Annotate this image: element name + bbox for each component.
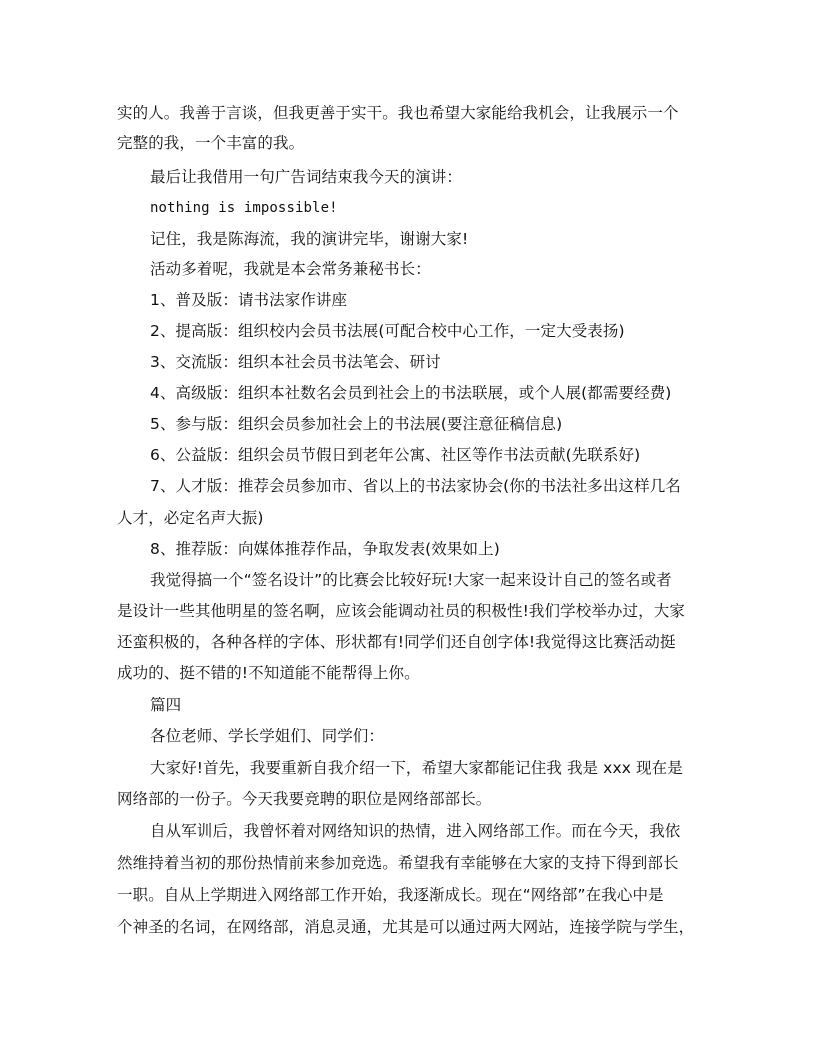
text-line: 6、公益版：组织会员节假日到老年公寓、社区等作书法贡献(先联系好) [150,446,641,464]
text-line: 还蛮积极的，各种各样的字体、形状都有!同学们还自创字体!我觉得这比赛活动挺 [117,633,676,651]
text-line: nothing is impossible! [150,200,338,216]
text-line: 然维持着当初的那份热情前来参加竞选。希望我有幸能够在大家的支持下得到部长 [117,854,679,872]
text-line: 人才，必定名声大振) [117,509,264,527]
text-line: 成功的、挺不错的!不知道能不能帮得上你。 [117,664,420,682]
text-line: 记住，我是陈海流，我的演讲完毕，谢谢大家! [150,230,469,248]
text-line: 完整的我，一个丰富的我。 [117,134,305,152]
text-line: 自从军训后，我曾怀着对网络知识的热情，进入网络部工作。而在今天，我依 [150,822,681,840]
text-line: 网络部的一份子。今天我要竞聘的职位是网络部部长。 [117,790,492,808]
text-line: 一职。自从上学期进入网络部工作开始，我逐渐成长。现在“网络部”在我心中是 [117,886,664,904]
text-line: 1、普及版：请书法家作讲座 [150,291,348,309]
text-line: 7、人才版：推荐会员参加市、省以上的书法家协会(你的书法社多出这样几名 [150,477,681,495]
text-line: 是设计一些其他明星的签名啊，应该会能调动社员的积极性!我们学校举办过，大家 [117,602,685,620]
text-line: 4、高级版：组织本社数名会员到社会上的书法联展，或个人展(都需要经费) [150,384,672,402]
section-heading: 篇四 [150,696,182,714]
text-line: 我觉得搞一个“签名设计”的比赛会比较好玩!大家一起来设计自己的签名或者 [150,571,672,589]
text-line: 个神圣的名词，在网络部，消息灵通，尤其是可以通过两大网站，连接学院与学生， [117,918,695,936]
text-line: 8、推荐版：向媒体推荐作品，争取发表(效果如上) [150,540,500,558]
text-line: 5、参与版：组织会员参加社会上的书法展(要注意征稿信息) [150,415,563,433]
text-line: 各位老师、学长学姐们、同学们： [150,727,385,745]
text-line: 2、提高版：组织校内会员书法展(可配合校中心工作，一定大受表扬) [150,322,625,340]
text-line: 活动多着呢，我就是本会常务兼秘书长： [150,260,431,278]
text-line: 最后让我借用一句广告词结束我今天的演讲： [150,168,463,186]
text-line: 3、交流版：组织本社会员书法笔会、研讨 [150,353,441,371]
text-line: 大家好!首先，我要重新自我介绍一下，希望大家都能记住我 我是 xxx 现在是 [150,759,683,777]
text-line: 实的人。我善于言谈，但我更善于实干。我也希望大家能给我机会，让我展示一个 [117,104,679,122]
